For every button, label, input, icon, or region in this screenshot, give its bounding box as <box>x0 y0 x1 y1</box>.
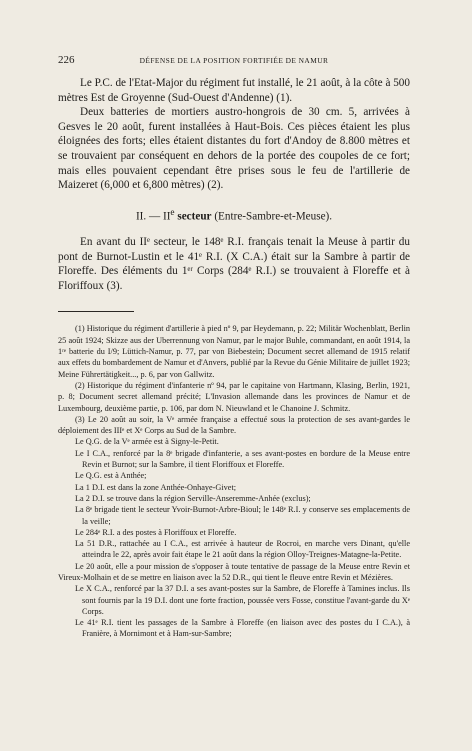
section-word: secteur <box>177 210 212 223</box>
footnote-detail-line: Le X C.A., renforcé par la 37 D.I. a ses avant-postes sur la Sambre, de Floreffe à Tamines inclus. Ils sont fournis par la 19 D.I. dont une forte fraction, poussée vers Fosse, constitue l'avant-garde du Xᵉ Corps. <box>75 584 410 616</box>
page-number: 226 <box>58 54 75 66</box>
footnote: (3) Le 20 août au soir, la Vᵉ armée française a effectué sous la protection de ses avant-gardes le déploiement des IIIᵉ et Xᵉ Corps au Sud de la Sambre. <box>58 414 410 436</box>
paragraph: Le P.C. de l'Etat-Major du régiment fut installé, le 21 août, à la côte à 500 mètres Est de Groyenne (Sud-Ouest d'Andenne) (1). <box>58 77 410 104</box>
paragraph: Deux batteries de mortiers austro-hongrois de 30 cm. 5, arrivées à Gesves le 20 août, furent installées à Haut-Bois. Ces pièces étaient les plus éloignées des forts; elles étaient distantes du fort d'Andoy de 8.800 mètres et se trouvaient par conséquent en dehors de la portée des coupoles de ce fort; mais elles pouvaient cependant être prises sous le feu de l'artillerie de Maizeret (6,000 et 6,800 mètres) (2). <box>58 106 410 192</box>
section-heading <box>58 206 410 224</box>
footnote-detail-line: La 2 D.I. se trouve dans la région Serville-Anseremme-Anhée (exclus); <box>75 493 311 503</box>
body-text <box>58 76 410 640</box>
section-numeral-sup: e <box>170 207 175 218</box>
footnote-detail-line: La 8ᵉ brigade tient le secteur Yvoir-Burnot-Arbre-Bioul; le 148ᵉ R.I. y conserve ses emplacements de la veille; <box>75 505 410 526</box>
page-header <box>58 54 410 68</box>
running-head: DÉFENSE DE LA POSITION FORTIFIÉE DE NAMUR <box>139 56 329 65</box>
footnote: (2) Historique du régiment d'infanterie nº 94, par le capitaine von Hartmann, Klasing, Berlin, 1921, p. 8; Document secret allemand précité; L'Invasion allemande dans les provinces de Namur et de Luxembourg, deuxième partie, p. 106, par dom N. Nieuwland et le Chanoine J. Schmitz. <box>58 380 410 413</box>
footnote-detail-line: Le 20 août, elle a pour mission de s'opposer à toute tentative de passage de la Meuse entre Revin et Vireux-Molhain et de se mettre en liaison avec la 52 D.R., qui tient le fleuve entre Revin et Mézières. <box>58 561 410 582</box>
footnote-detail-line: Le Q.G. de la Vᵉ armée est à Signy-le-Petit. <box>75 437 219 447</box>
section-title: (Entre-Sambre-et-Meuse). <box>211 210 333 223</box>
footnote-detail-line: Le Q.G. est à Anthée; <box>75 471 147 481</box>
footnote-divider <box>58 311 134 312</box>
footnote-detail-line: La 1 D.I. est dans la zone Anthée-Onhaye-Givet; <box>75 482 237 492</box>
footnote: (1) Historique du régiment d'artillerie à pied nº 9, par Heydemann, p. 22; Militär Wochenblatt, Berlin 25 août 1924; Skizze aus der Uberrennung von Namur, par le major Buhle, commandant, en août 1914, la 1ʳᵉ batterie du I/9; Lüttich-Namur, p. 77, par von Biebestein; Document secret allemand de 1915 relatif aux effets du bombardement de Namur et d'Anvers, publié par la Revue du Génie Militaire de juillet 1923; Meine Führertätigkeit..., p. 6, par von Gallwitz. <box>58 324 410 379</box>
footnote-detail-line: Le 284ᵉ R.I. a des postes à Floriffoux et Floreffe. <box>75 527 237 537</box>
footnote-details <box>58 436 410 639</box>
footnote-detail-line: La 51 D.R., rattachée au I C.A., est arrivée à hauteur de Rocroi, en marche vers Dinant, qu'elle atteindra le 22, après avoir fait étape le 21 août dans la région Olloy-Treignes-Matagne-la-Petite. <box>75 539 410 560</box>
footnote-detail-line: Le 41ᵉ R.I. tient les passages de la Sambre à Floreffe (en liaison avec des postes du I C.A.), à Franière, à Mornimont et à Ham-sur-Sambre; <box>75 618 410 639</box>
footnotes <box>58 323 410 639</box>
footnote-detail-line: Le I C.A., renforcé par la 8ᵉ brigade d'infanterie, a ses avant-postes en bordure de la Meuse entre Revin et Burnot; sur la Sambre, il tient Floriffoux et Floreffe. <box>75 448 410 470</box>
section-numeral: II. — II <box>135 210 171 223</box>
paragraph: En avant du IIᵉ secteur, le 148ᵉ R.I. français tenait la Meuse à partir du pont de Burnot-Lustin et le 41ᵉ R.I. (X C.A.) était sur la Sambre à partir de Floreffe. Des éléments du 1ᵉʳ Corps (284ᵉ R.I.) se trouvaient à Floreffe et à Floriffoux (3). <box>58 236 410 292</box>
